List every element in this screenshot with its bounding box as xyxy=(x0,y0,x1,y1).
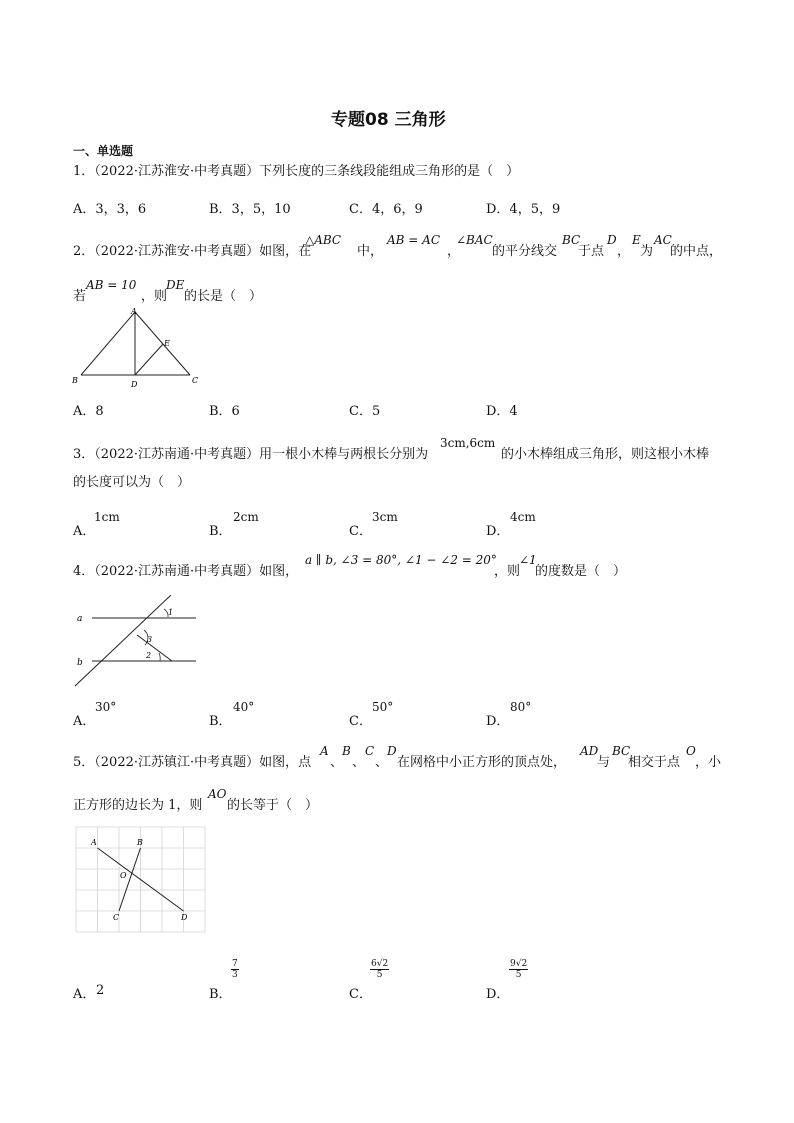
q2-text: 为 xyxy=(640,244,654,259)
q5-option-d-letter: D． xyxy=(486,987,510,1002)
q4-option-c-value: 50° xyxy=(372,700,394,714)
q2-math-ab10: AB = 10 xyxy=(86,278,137,292)
q5-option-a-value: 2 xyxy=(96,983,105,998)
q1-option-b: B．3，5，10 xyxy=(209,202,291,217)
q5-text: 、 xyxy=(375,755,389,770)
q3-option-b-letter: B． xyxy=(209,524,232,539)
q5-option-a-letter: A． xyxy=(73,987,96,1002)
q2-text: 的中点， xyxy=(670,244,723,259)
question-3-line1-text: 3．（2022·江苏南通·中考真题）用一根小木棒与两根长分别为 xyxy=(73,447,429,462)
q5-math-d: D xyxy=(387,744,397,758)
q2-math-triangle: △ABC xyxy=(305,233,342,247)
q4-option-a-value: 30° xyxy=(95,700,117,714)
q5-text: 在网格中小正方形的顶点处， xyxy=(397,755,567,770)
q5-option-d-denominator: 5 xyxy=(515,970,522,980)
q4-option-d-letter: D． xyxy=(486,714,510,729)
q2-text: ， xyxy=(447,244,461,259)
q3-option-d-letter: D． xyxy=(486,524,510,539)
q5-option-c-numerator: 6√2 xyxy=(371,959,389,969)
q5-math-b: B xyxy=(342,744,351,758)
q5-option-c-letter: C． xyxy=(349,987,372,1002)
q5-math-a: A xyxy=(320,744,329,758)
q2-fig-label-c: C xyxy=(192,376,199,385)
question-5-line1-text: 5．（2022·江苏镇江·中考真题）如图，点 xyxy=(73,755,312,770)
q2-text: ， xyxy=(617,244,631,259)
q5-option-b-letter: B． xyxy=(209,987,232,1002)
q5-text: 的长等于（ ） xyxy=(227,798,319,813)
q4-fig-label-b: b xyxy=(77,658,83,668)
q3-option-a-value: 1cm xyxy=(94,510,120,524)
q2-option-b: B．6 xyxy=(209,404,240,419)
q5-math-ad: AD xyxy=(580,744,599,758)
q4-option-d-value: 80° xyxy=(510,700,532,714)
q4-fig-label-3: 3 xyxy=(147,635,153,644)
q4-fig-label-2: 2 xyxy=(146,651,152,660)
q5-math-ao: AO xyxy=(208,787,227,801)
section-heading: 一、单选题 xyxy=(73,144,134,158)
q2-math-equal: AB = AC xyxy=(387,233,441,247)
q3-option-d-value: 4cm xyxy=(510,510,536,524)
question-3-line2-text: 的长度可以为（ ） xyxy=(73,475,191,490)
q2-math-d: D xyxy=(607,233,617,247)
q4-text: ，则 xyxy=(494,564,521,579)
q2-text: 中， xyxy=(357,244,384,259)
q2-fig-label-e: E xyxy=(164,339,170,348)
q5-option-b-denominator: 3 xyxy=(232,970,238,980)
q1-option-a: A．3，3，6 xyxy=(73,202,147,217)
q5-fig-label-b: B xyxy=(137,838,143,847)
q5-text: 、 xyxy=(330,755,344,770)
q2-math-e: E xyxy=(632,233,641,247)
q5-grid-figure xyxy=(75,826,206,934)
q5-math-o: O xyxy=(686,744,696,758)
q5-fig-label-c: C xyxy=(113,913,120,922)
q3-math-lengths: 3cm,6cm xyxy=(440,436,496,450)
q3-text: 的小木棒组成三角形，则这根小木棒 xyxy=(501,447,710,462)
q2-option-c: C．5 xyxy=(349,404,381,419)
q2-math-bc: BC xyxy=(562,233,581,247)
q5-option-c-denominator: 5 xyxy=(376,970,383,980)
q2-fig-label-d: D xyxy=(131,380,138,389)
q5-option-c-fraction xyxy=(370,959,389,980)
q5-option-b-fraction xyxy=(231,959,239,980)
q3-option-b-value: 2cm xyxy=(233,510,259,524)
question-2-line2-text: 若 xyxy=(73,289,87,304)
q2-option-a: A．8 xyxy=(73,404,104,419)
q4-math-condition: a ∥ b, ∠3 = 80°, ∠1 − ∠2 = 20° xyxy=(305,553,497,567)
q2-math-de: DE xyxy=(166,278,185,292)
q5-option-d-fraction xyxy=(509,959,528,980)
question-2-line1-text: 2．（2022·江苏淮安·中考真题）如图，在 xyxy=(73,244,312,259)
q4-fig-label-a: a xyxy=(77,614,83,624)
q5-option-d-numerator: 9√2 xyxy=(510,959,528,969)
q4-math-angle1: ∠1 xyxy=(519,553,537,567)
q2-text: 的长是（ ） xyxy=(184,289,263,304)
q3-option-c-value: 3cm xyxy=(372,510,398,524)
q5-math-c: C xyxy=(365,744,375,758)
q5-text: ，小 xyxy=(695,755,722,770)
q5-option-b-numerator: 7 xyxy=(232,959,238,969)
q5-text: 、 xyxy=(352,755,366,770)
page-title: 专题08 三角形 xyxy=(331,110,446,130)
q1-option-c: C．4，6，9 xyxy=(349,202,423,217)
q5-fig-label-d: D xyxy=(181,913,188,922)
q2-math-angle: ∠BAC xyxy=(456,233,493,247)
q3-option-a-letter: A． xyxy=(73,524,96,539)
q2-math-ac: AC xyxy=(654,233,672,247)
q2-text: 于点 xyxy=(578,244,605,259)
q4-fig-label-1: 1 xyxy=(168,608,174,617)
q3-option-c-letter: C． xyxy=(349,524,372,539)
q2-fig-label-b: B xyxy=(72,376,78,385)
q2-option-d: D．4 xyxy=(486,404,518,419)
question-5-line2-text: 正方形的边长为 1，则 xyxy=(73,798,203,813)
q2-triangle-figure xyxy=(70,305,205,390)
q5-text: 相交于点 xyxy=(628,755,681,770)
q2-text: ，则 xyxy=(141,289,168,304)
q4-option-b-letter: B． xyxy=(209,714,232,729)
q4-option-c-letter: C． xyxy=(349,714,372,729)
question-1-stem: 1．（2022·江苏淮安·中考真题）下列长度的三条线段能组成三角形的是（ ） xyxy=(73,164,520,179)
q2-fig-label-a: A xyxy=(131,307,137,316)
q5-math-bc: BC xyxy=(612,744,631,758)
q4-parallel-lines-figure xyxy=(72,595,200,690)
question-4-line1-text: 4．（2022·江苏南通·中考真题）如图， xyxy=(73,564,299,579)
q4-option-b-value: 40° xyxy=(233,700,255,714)
q4-text: 的度数是（ ） xyxy=(535,564,627,579)
q4-option-a-letter: A． xyxy=(73,714,96,729)
q5-fig-label-o: O xyxy=(120,871,127,880)
q5-fig-label-a: A xyxy=(91,838,97,847)
q5-text: 与 xyxy=(597,755,611,770)
q1-option-d: D．4，5，9 xyxy=(486,202,561,217)
q2-text: 的平分线交 xyxy=(492,244,558,259)
